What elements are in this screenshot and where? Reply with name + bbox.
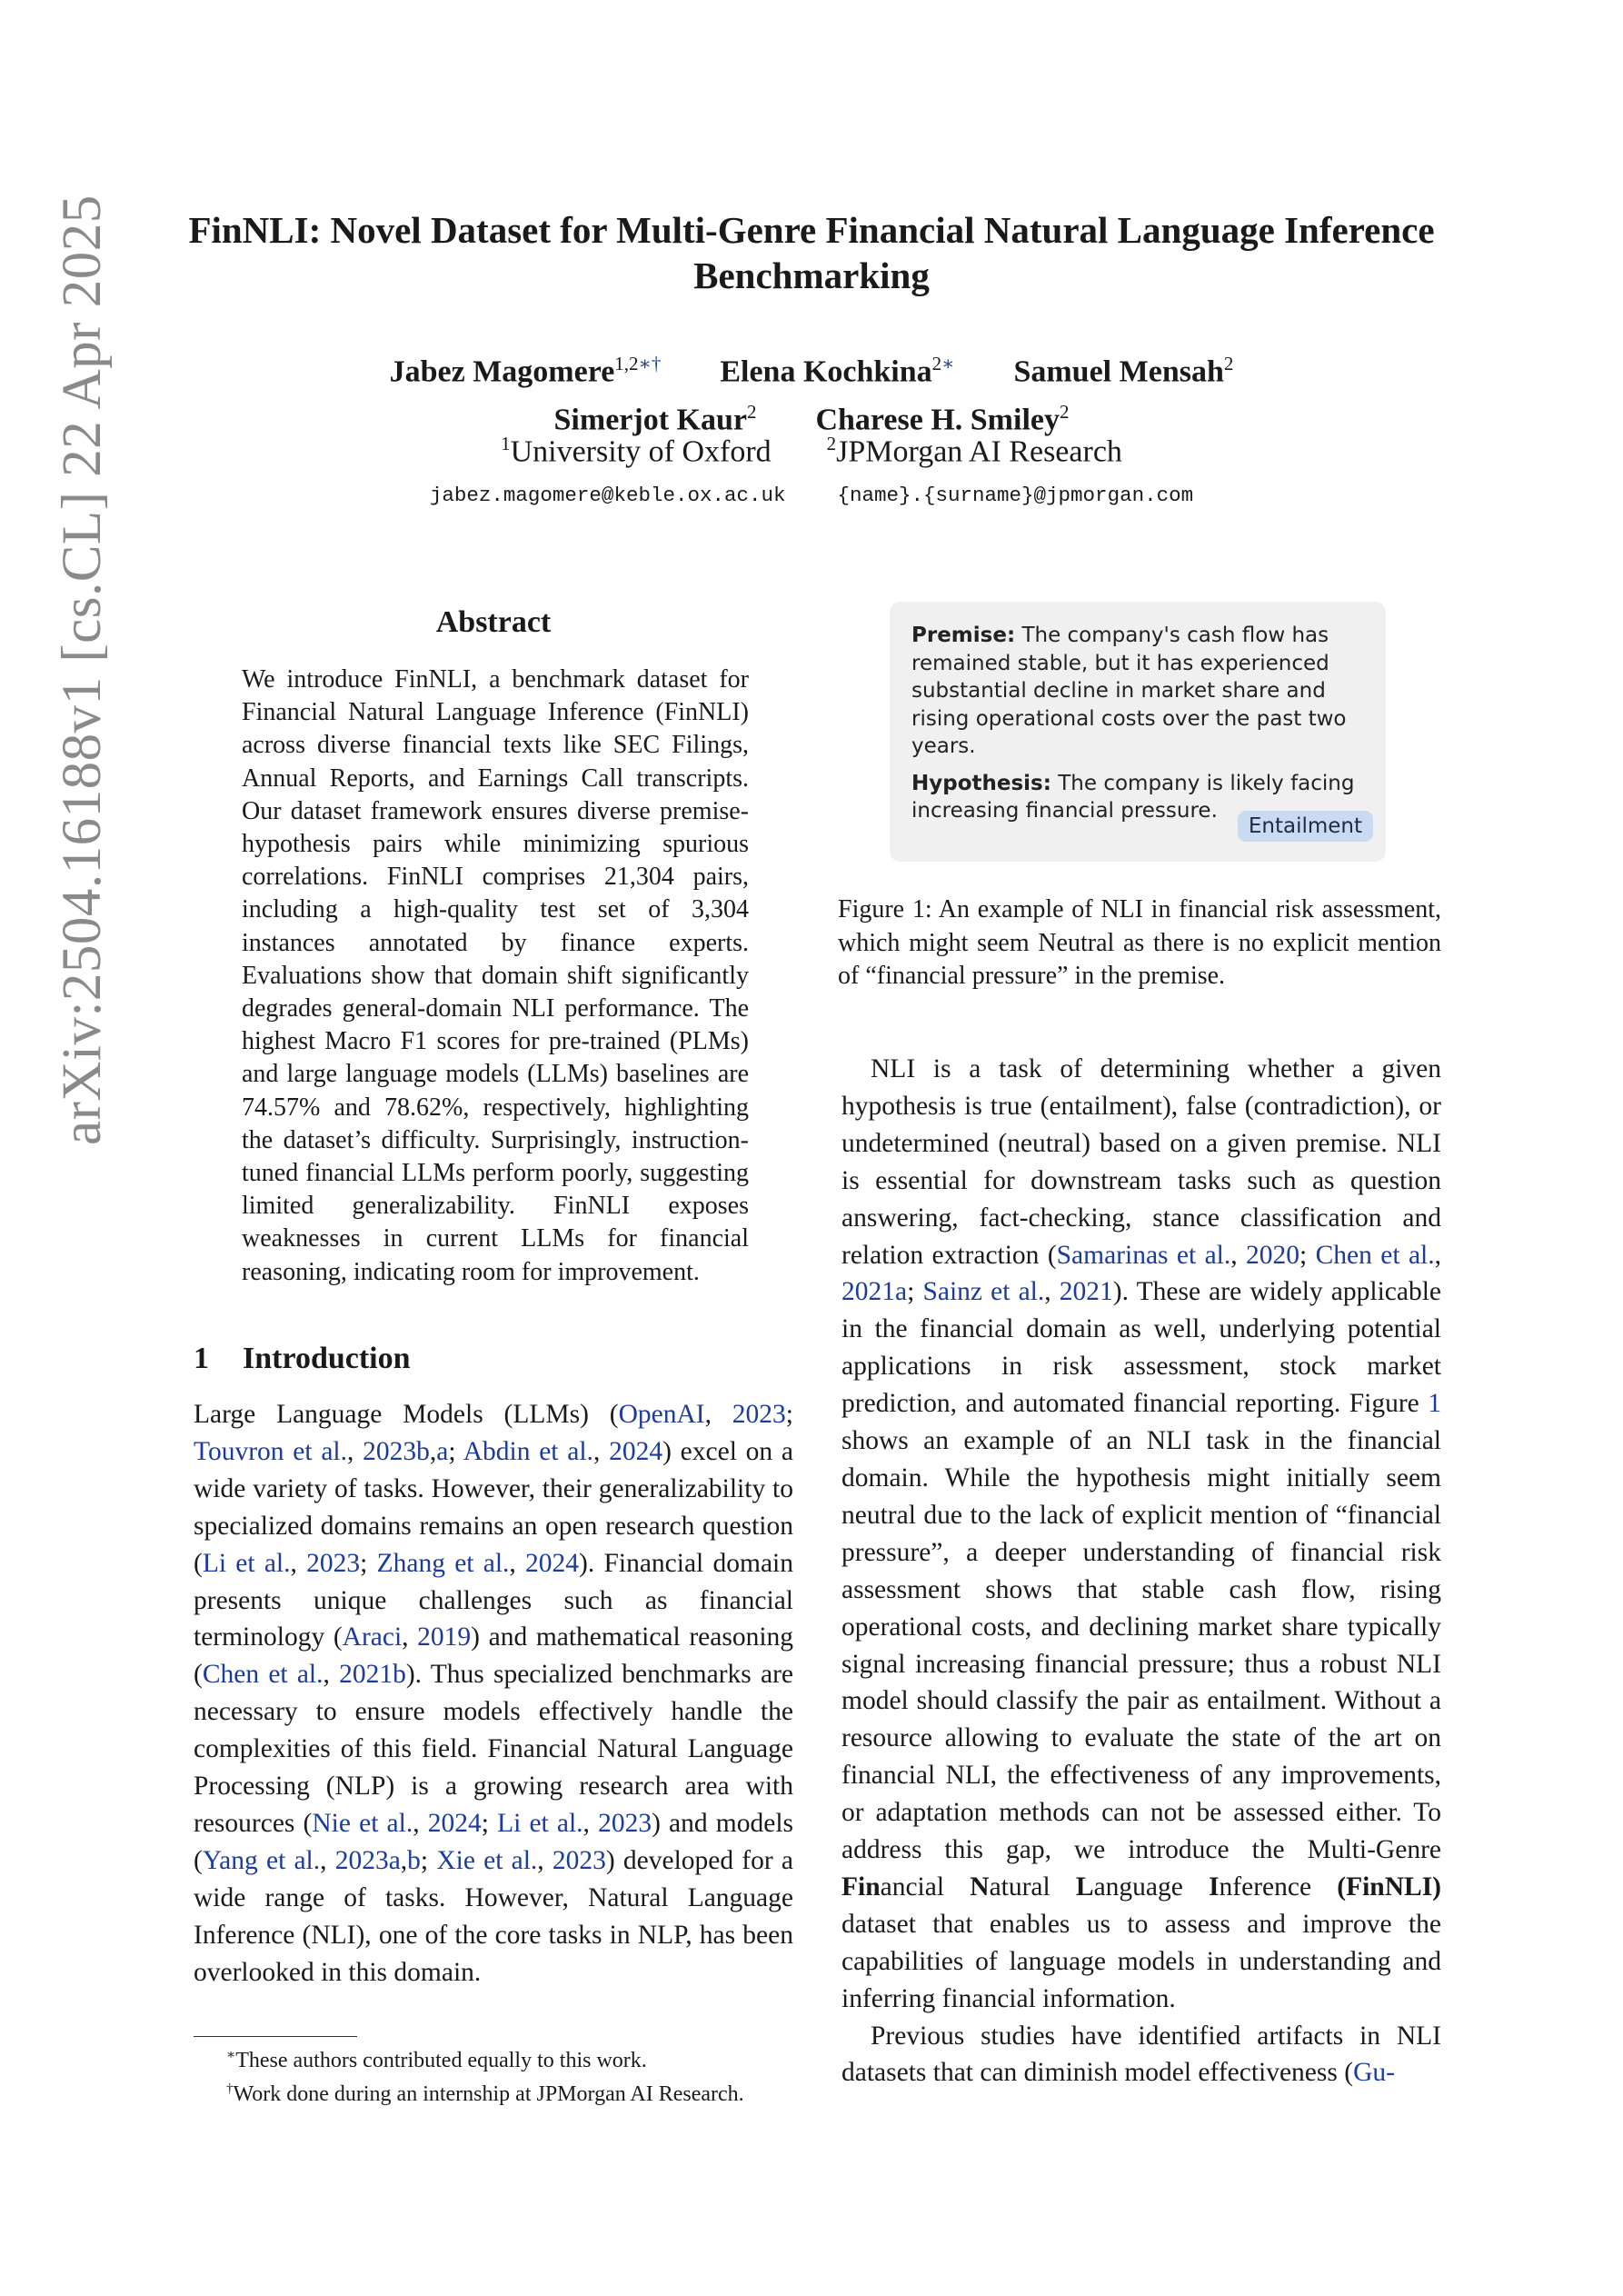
- footnote-text: Work done during an internship at JPMorgan AI Research.: [233, 2082, 744, 2106]
- citation-link[interactable]: 2021: [1059, 1277, 1113, 1307]
- citation-link[interactable]: OpenAI: [618, 1400, 705, 1429]
- citation-link[interactable]: 2021a: [841, 1277, 908, 1307]
- citation-link[interactable]: a: [436, 1436, 449, 1466]
- figure-1-example-box: [890, 602, 1386, 862]
- bold-text: (FinNLI): [1337, 1872, 1441, 1902]
- citation-link[interactable]: 2021b: [339, 1660, 406, 1690]
- citation-link[interactable]: b: [407, 1845, 421, 1875]
- author-name: Charese H. Smiley: [815, 403, 1060, 437]
- citation-link[interactable]: Li et al.: [497, 1808, 583, 1838]
- bold-text: I: [1209, 1872, 1220, 1902]
- citation-link[interactable]: Chen et al.: [202, 1660, 324, 1690]
- author-name: Elena Kochkina: [720, 354, 932, 389]
- citation-link[interactable]: Xie et al.: [436, 1845, 538, 1875]
- paper-title: FinNLI: Novel Dataset for Multi-Genre Financial Natural Language Inference Benchmarking: [188, 209, 1435, 296]
- author-name: Samuel Mensah: [1013, 354, 1224, 389]
- citation-link[interactable]: 2023b: [363, 1436, 430, 1466]
- affiliations: [145, 424, 1478, 472]
- citation-link[interactable]: Samarinas et al.: [1056, 1240, 1231, 1270]
- citation-link[interactable]: Touvron et al.: [194, 1436, 348, 1466]
- citation-link[interactable]: Gu-: [1353, 2058, 1395, 2088]
- citation-link[interactable]: Araci: [342, 1622, 403, 1652]
- body-paragraph: NLI is a task of determining whether a given hypothesis is true (entailment), false (contradiction), or undetermined (neutral) based on a given premise. NLI is essential for downstream tasks such as question answering, fact-checking, stance classification and relation extraction (Samarinas et al., 2020; Chen et al., 2021a; Sainz et al., 2021). These are widely applicable in the financial domain as well, underlying potential applications in risk assessment, stock market prediction, and automated financial reporting. Figure 1 shows an example of an NLI task in the financial domain. While the hypothesis might initially seem neutral due to the lack of explicit mention of “financial pressure”, a deeper understanding of financial risk assessment shows that stable cash flow, rising operational costs, and declining market share typically signal increasing financial pressure; thus a robust NLI model should classify the pair as entailment. Without a resource allowing to evaluate the state of the art on financial NLI, the effectiveness of any improvements, or adaptation methods can not be assessed either. To address this gap, we introduce the Multi-Genre Financial Natural Language Inference (FinNLI) dataset that enables us to assess and improve the capabilities of language models in understanding and inferring financial information.: [841, 1054, 1441, 2013]
- email-address: {name}.{surname}@jpmorgan.com: [837, 484, 1194, 507]
- bold-text: Fin: [841, 1872, 881, 1902]
- author-affil-mark: 2: [1223, 353, 1234, 374]
- bold-text: L: [1075, 1872, 1094, 1902]
- author-affil-mark: 1,2: [614, 353, 639, 374]
- citation-link[interactable]: 2019: [417, 1622, 472, 1652]
- citation-link[interactable]: Chen et al.: [1315, 1240, 1435, 1270]
- citation-link[interactable]: 2023: [732, 1400, 786, 1429]
- footnote-text: These authors contributed equally to this work.: [235, 2049, 647, 2072]
- citation-link[interactable]: 2024: [609, 1436, 663, 1466]
- citation-link[interactable]: Li et al.: [202, 1548, 291, 1578]
- author-affil-mark: 2: [931, 353, 942, 374]
- author-emails: [145, 484, 1478, 507]
- body-paragraph: Previous studies have identified artifacts in NLI datasets that can diminish model effectiveness (Gu-: [841, 2021, 1441, 2088]
- citation-link[interactable]: 2024: [427, 1808, 482, 1838]
- section-title: Introduction: [243, 1342, 411, 1375]
- section-number: 1: [194, 1342, 209, 1375]
- hypothesis-content: The company is likely facing increasing financial pressure.: [911, 771, 1355, 823]
- footnote-rule: [194, 2036, 357, 2037]
- arxiv-identifier: arXiv:2504.16188v1 [cs.CL] 22 Apr 2025: [52, 195, 113, 1145]
- author-affil-mark: 2: [1059, 401, 1070, 424]
- author-name: Jabez Magomere: [389, 354, 615, 389]
- author-affil-mark: 2: [746, 401, 757, 424]
- footnote-mark: †: [226, 2081, 234, 2096]
- citation-link[interactable]: 2023a: [334, 1845, 401, 1875]
- footnote-mark: ∗: [226, 2048, 236, 2062]
- hypothesis-label: Hypothesis:: [911, 771, 1051, 795]
- citation-link[interactable]: 2023: [552, 1845, 606, 1875]
- introduction-paragraph: Large Language Models (LLMs) (OpenAI, 2023; Touvron et al., 2023b,a; Abdin et al., 2024) excel on a wide variety of tasks. However, their generalizability to specialized domains remains an open research question (Li et al., 2023; Zhang et al., 2024). Financial domain presents unique challenges such as financial terminology (Araci, 2019) and mathematical reasoning (Chen et al., 2021b). Thus specialized benchmarks are necessary to ensure models effectively handle the complexities of this field. Financial Natural Language Processing (NLP) is a growing research area with resources (Nie et al., 2024; Li et al., 2023) and models (Yang et al., 2023a,b; Xie et al., 2023) developed for a wide range of tasks. However, Natural Language Inference (NLI), one of the core tasks in NLP, has been overlooked in this domain.: [194, 1400, 794, 1987]
- affiliation-name: University of Oxford: [510, 434, 772, 469]
- section-heading: [194, 1342, 411, 1376]
- premise-text: [911, 622, 1362, 761]
- citation-link[interactable]: 2023: [306, 1548, 361, 1578]
- right-column-body: [841, 1051, 1441, 2091]
- abstract-body: We introduce FinNLI, a benchmark dataset for Financial Natural Language Inference (FinNLI) across diverse financial texts like SEC Filings, Annual Reports, and Earnings Call transcripts. Our dataset framework ensures diverse premise-hypothesis pairs while minimizing spurious correlations. FinNLI comprises 21,304 pairs, including a high-quality test set of 3,304 instances annotated by finance experts. Evaluations show that domain shift significantly degrades general-domain NLI performance. The highest Macro F1 scores for pre-trained (PLMs) and large language models (LLMs) baselines are 74.57% and 78.62%, respectively, highlighting the dataset’s difficulty. Surprisingly, instruction-tuned financial LLMs perform poorly, suggesting limited generalizability. FinNLI exposes weaknesses in current LLMs for financial reasoning, indicating room for improvement.: [242, 665, 749, 1286]
- email-address: jabez.magomere@keble.ox.ac.uk: [429, 484, 786, 507]
- footnote: [194, 2075, 793, 2109]
- entailment-badge: Entailment: [1238, 811, 1373, 842]
- citation-link[interactable]: 2024: [525, 1548, 580, 1578]
- author-note-mark: ∗†: [638, 353, 662, 374]
- premise-content: The company's cash flow has remained stable, but it has experienced substantial decline in market share and rising operational costs over the past two years.: [911, 624, 1347, 758]
- affil-mark: 2: [826, 433, 837, 454]
- footnotes: [194, 2041, 793, 2109]
- citation-link[interactable]: Sainz et al.: [922, 1277, 1045, 1307]
- figure-1-caption: Figure 1: An example of NLI in financial risk assessment, which might seem Neutral as there is no explicit mention of “financial pressure” in the premise.: [838, 895, 1441, 990]
- abstract-heading: Abstract: [435, 605, 552, 639]
- premise-label: Premise:: [911, 624, 1016, 647]
- citation-link[interactable]: Abdin et al.: [463, 1436, 593, 1466]
- author-note-mark: ∗: [941, 353, 955, 374]
- author-name: Simerjot Kaur: [553, 403, 747, 437]
- bold-text: N: [970, 1872, 990, 1902]
- citation-link[interactable]: Zhang et al.: [376, 1548, 510, 1578]
- affil-mark: 1: [501, 433, 511, 454]
- affiliation-name: JPMorgan AI Research: [836, 434, 1122, 469]
- citation-link[interactable]: 1: [1428, 1389, 1441, 1419]
- citation-link[interactable]: Nie et al.: [312, 1808, 413, 1838]
- footnote: [194, 2041, 793, 2075]
- citation-link[interactable]: Yang et al.: [202, 1845, 321, 1875]
- citation-link[interactable]: 2023: [598, 1808, 652, 1838]
- citation-link[interactable]: 2020: [1246, 1240, 1300, 1270]
